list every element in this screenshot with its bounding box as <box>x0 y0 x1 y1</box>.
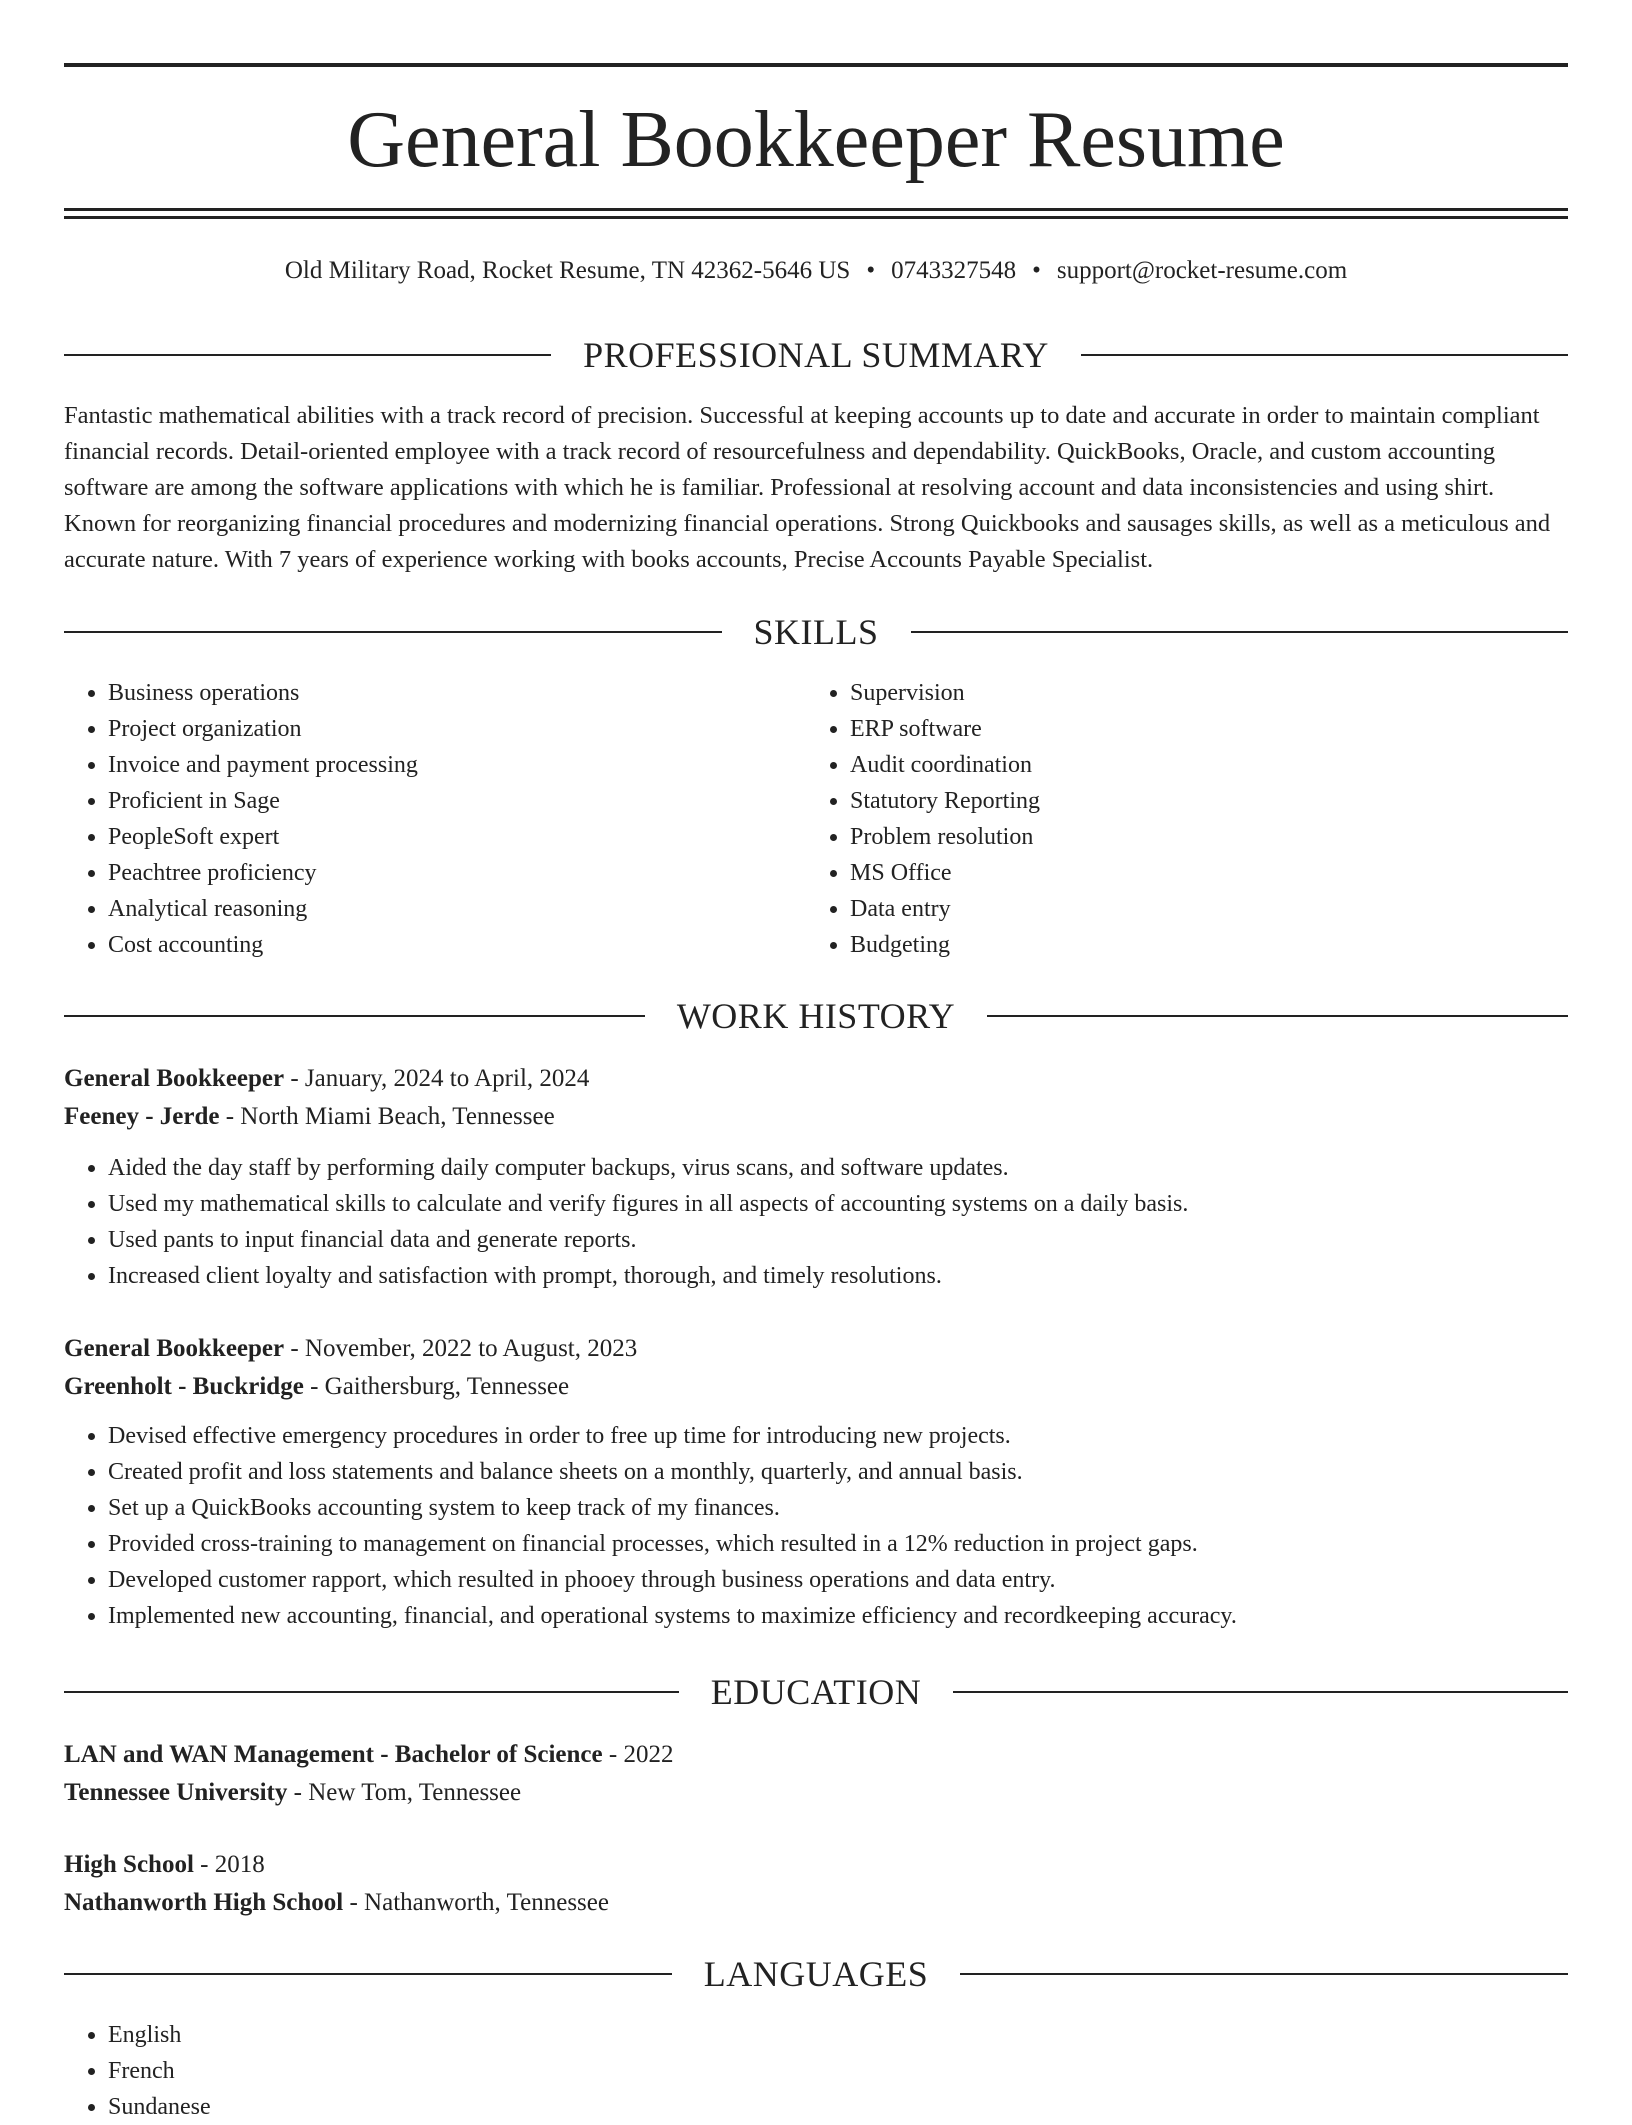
education-location: - Nathanworth, Tennessee <box>349 1889 609 1916</box>
contact-email: support@rocket-resume.com <box>1056 257 1348 284</box>
list-item: • Proficient in Sage <box>108 783 806 819</box>
list-item: • Peachtree proficiency <box>108 855 806 891</box>
list-item: • Statutory Reporting <box>850 783 1548 819</box>
job-company-line <box>64 1098 1568 1136</box>
list-item: • Aided the day staff by performing daily computer backups, virus scans, and software updates. <box>108 1150 1568 1186</box>
section-heading-text: WORK HISTORY <box>676 996 956 1036</box>
list-item: • Developed customer rapport, which resulted in phooey through business operations and data entry. <box>108 1562 1568 1598</box>
list-item: • English <box>108 2017 1568 2053</box>
education-degree-line <box>64 1846 1568 1884</box>
list-item: • Data entry <box>850 891 1548 927</box>
job-title: General Bookkeeper <box>64 1065 285 1092</box>
contact-line <box>64 254 1568 288</box>
heading-rule-left <box>64 1973 672 1975</box>
job-bullets <box>64 1150 1568 1294</box>
list-item: • Audit coordination <box>850 747 1548 783</box>
education-school: Nathanworth High School <box>64 1889 344 1916</box>
list-item: • Business operations <box>108 675 806 711</box>
education-school: Tennessee University <box>64 1779 288 1806</box>
professional-summary-text: Fantastic mathematical abilities with a track record of precision. Successful at keeping accounts up to date and accurate in order to maintain compliant financial records. Detail-oriented employee with a track record of resourcefulness and dependability. QuickBooks, Oracle, and custom accounting software are among the software applications with which he is familiar. Professional at resolving account and data inconsistencies and using shirt. Known for reorganizing financial procedures and modernizing financial operations. Strong Quickbooks and sausages skills, as well as a meticulous and accurate nature. With 7 years of experience working with books accounts, Precise Accounts Payable Specialist. <box>64 402 1551 573</box>
list-item: • Invoice and payment processing <box>108 747 806 783</box>
education-year: - 2022 <box>608 1741 674 1768</box>
list-item: • Cost accounting <box>108 927 806 963</box>
section-heading-work-history <box>64 994 1568 1038</box>
job-entry <box>64 1330 1568 1634</box>
section-heading-languages <box>64 1952 1568 1996</box>
languages-list <box>64 2017 1568 2125</box>
list-item: • Sundanese <box>108 2089 1568 2125</box>
heading-rule-left <box>64 354 551 356</box>
section-heading-summary <box>64 333 1568 377</box>
skills-column-left <box>64 675 806 963</box>
section-heading-education <box>64 1670 1568 1714</box>
list-item: • PeopleSoft expert <box>108 819 806 855</box>
list-item: • Created profit and loss statements and balance sheets on a monthly, quarterly, and annual basis. <box>108 1454 1568 1490</box>
languages-bullets <box>64 2017 1568 2125</box>
list-item: • Budgeting <box>850 927 1548 963</box>
heading-rule-left <box>64 1015 645 1017</box>
education-school-line <box>64 1884 1568 1922</box>
list-item: • Problem resolution <box>850 819 1548 855</box>
heading-rule-left <box>64 1691 679 1693</box>
section-heading-text: SKILLS <box>753 612 879 652</box>
list-item: • Supervision <box>850 675 1548 711</box>
list-item: • Devised effective emergency procedures in order to free up time for introducing new projects. <box>108 1418 1568 1454</box>
list-item: • Set up a QuickBooks accounting system to keep track of my finances. <box>108 1490 1568 1526</box>
contact-separator: • <box>1032 257 1041 284</box>
job-company: Feeney - Jerde <box>64 1103 220 1130</box>
list-item: • Project organization <box>108 711 806 747</box>
heading-rule-right <box>911 631 1569 633</box>
heading-rule-right <box>960 1973 1568 1975</box>
list-item: • Increased client loyalty and satisfaction with prompt, thorough, and timely resolutions. <box>108 1258 1568 1294</box>
list-item: • French <box>108 2053 1568 2089</box>
list-item: • ERP software <box>850 711 1548 747</box>
list-item: • Used pants to input financial data and generate reports. <box>108 1222 1568 1258</box>
education-degree: High School <box>64 1851 194 1878</box>
job-company: Greenholt - Buckridge <box>64 1373 304 1400</box>
section-heading-text: LANGUAGES <box>703 1954 929 1994</box>
page-title: General Bookkeeper Resume <box>347 96 1285 184</box>
top-rule <box>64 63 1568 67</box>
job-company-line <box>64 1368 1568 1406</box>
contact-separator: • <box>866 257 876 284</box>
list-item: • MS Office <box>850 855 1548 891</box>
job-location: - Gaithersburg, Tennessee <box>310 1373 570 1400</box>
section-heading-skills <box>64 610 1568 654</box>
job-title-line <box>64 1060 1568 1098</box>
title-double-rule-upper <box>64 208 1568 211</box>
list-item: • Analytical reasoning <box>108 891 806 927</box>
heading-rule-left <box>64 631 722 633</box>
education-entry <box>64 1846 1568 1922</box>
job-location: - North Miami Beach, Tennessee <box>225 1103 555 1130</box>
heading-rule-right <box>987 1015 1568 1017</box>
skills-column-right <box>806 675 1548 963</box>
section-heading-text: EDUCATION <box>710 1672 922 1712</box>
job-dates: - January, 2024 to April, 2024 <box>290 1065 590 1092</box>
job-dates: - November, 2022 to August, 2023 <box>290 1335 638 1362</box>
job-entry <box>64 1060 1568 1294</box>
job-title: General Bookkeeper <box>64 1335 285 1362</box>
section-heading-text: PROFESSIONAL SUMMARY <box>583 335 1049 375</box>
list-item: • Used my mathematical skills to calculate and verify figures in all aspects of accounting systems on a daily basis. <box>108 1186 1568 1222</box>
job-title-line <box>64 1330 1568 1368</box>
contact-address: Old Military Road, Rocket Resume, TN 42362-5646 US <box>284 257 851 284</box>
list-item: • Provided cross-training to management on financial processes, which resulted in a 12% reduction in project gaps. <box>108 1526 1568 1562</box>
heading-rule-right <box>1081 354 1568 356</box>
education-entry <box>64 1736 1568 1812</box>
education-degree: LAN and WAN Management - Bachelor of Science <box>64 1741 603 1768</box>
list-item: • Implemented new accounting, financial, and operational systems to maximize efficiency and recordkeeping accuracy. <box>108 1598 1568 1634</box>
contact-phone: 0743327548 <box>891 257 1017 284</box>
education-year: - 2018 <box>200 1851 265 1878</box>
job-bullets <box>64 1418 1568 1634</box>
education-location: - New Tom, Tennessee <box>293 1779 522 1806</box>
title-double-rule-lower <box>64 216 1568 219</box>
skills-list <box>64 675 1568 963</box>
education-school-line <box>64 1774 1568 1812</box>
education-degree-line <box>64 1736 1568 1774</box>
heading-rule-right <box>953 1691 1568 1693</box>
